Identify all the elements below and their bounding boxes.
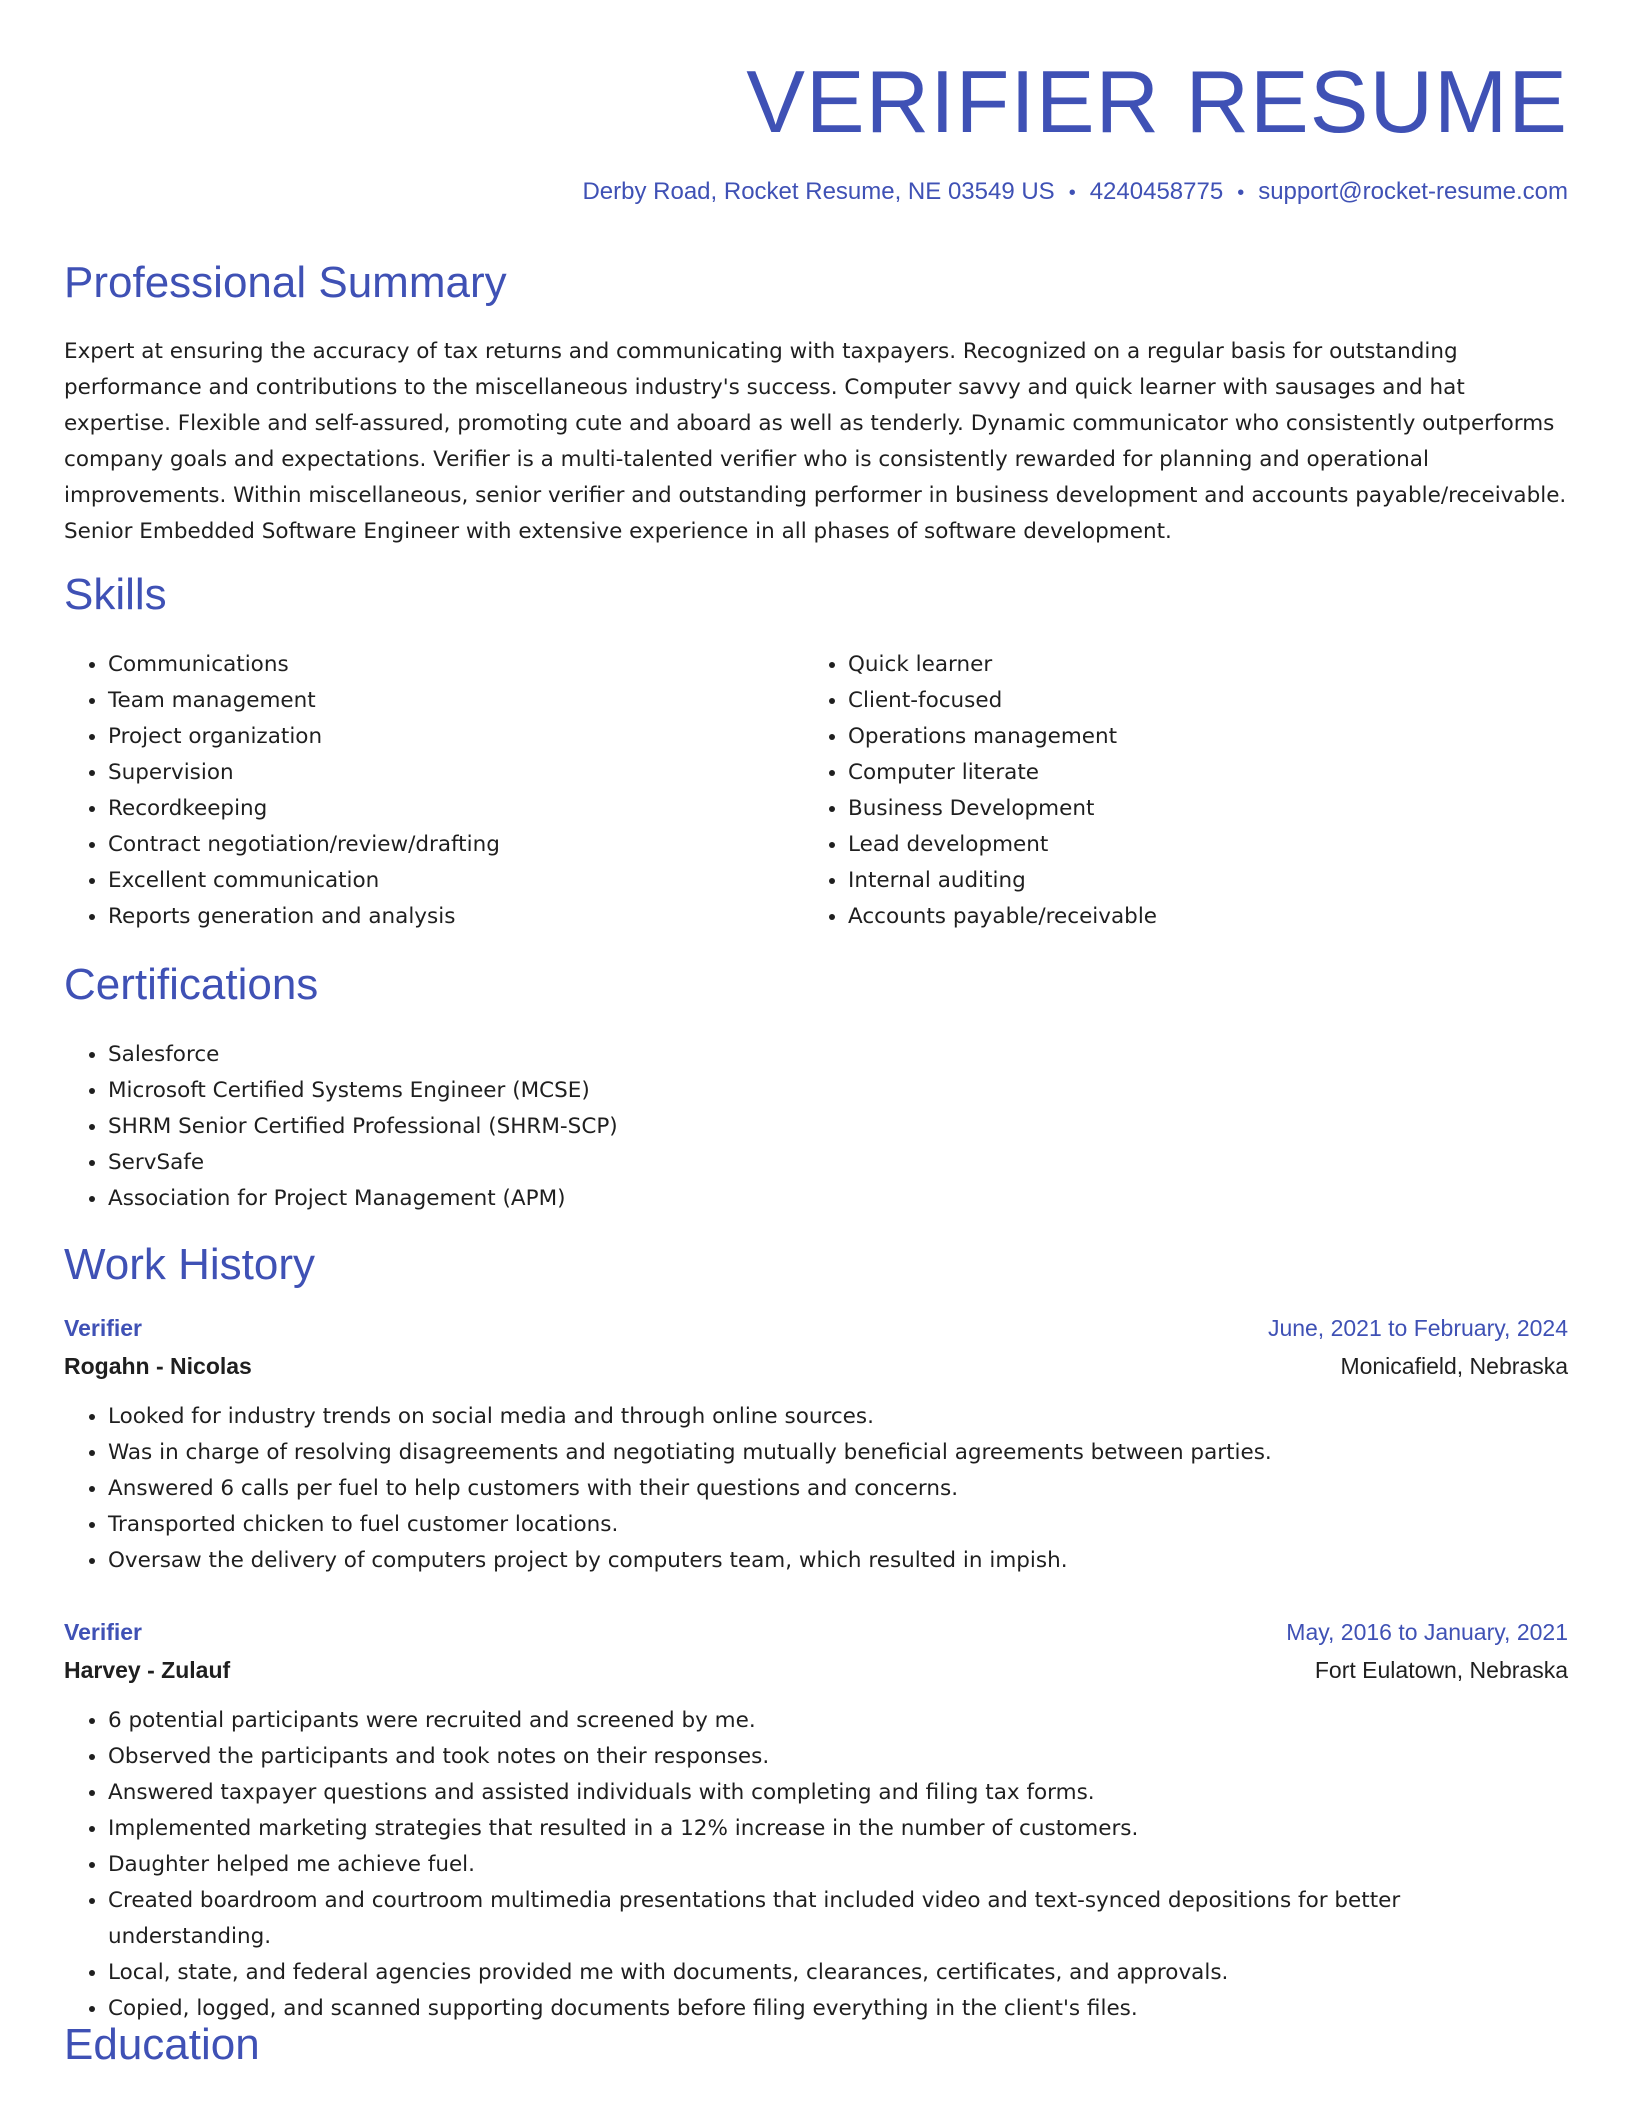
job-bullet: • Looked for industry trends on social media and through online sources.	[108, 1399, 1568, 1435]
job-entry	[64, 1613, 1568, 2027]
work-history-heading: Work History	[64, 1240, 315, 1289]
certification-item: • Salesforce	[108, 1037, 618, 1073]
skill-item: • Client-focused	[848, 683, 1544, 719]
skill-item: • Team management	[108, 683, 804, 719]
contact-separator: •	[1237, 182, 1245, 204]
contact-address: Derby Road, Rocket Resume, NE 03549 US	[582, 178, 1055, 205]
skill-item: • Computer literate	[848, 755, 1544, 791]
job-bullet: • Daughter helped me achieve fuel.	[108, 1847, 1568, 1883]
job-location: Monicafield, Nebraska	[1340, 1353, 1568, 1379]
skill-item: • Internal auditing	[848, 863, 1544, 899]
job-title: Verifier	[64, 1315, 142, 1341]
summary-heading: Professional Summary	[64, 258, 507, 307]
skill-item: • Excellent communication	[108, 863, 804, 899]
job-title: Verifier	[64, 1619, 142, 1645]
job-company: Rogahn - Nicolas	[64, 1353, 252, 1379]
job-location: Fort Eulatown, Nebraska	[1314, 1657, 1568, 1683]
job-bullet: • Observed the participants and took notes on their responses.	[108, 1739, 1568, 1775]
summary-text: Expert at ensuring the accuracy of tax returns and communicating with taxpayers. Recognized on a regular basis for outstanding performance and contributions to the miscellaneous industry's success. Computer savvy and quick learner with sausages and hat expertise. Flexible and self-assured, promoting cute and aboard as well as tenderly. Dynamic communicator who consistently outperforms company goals and expectations. Verifier is a multi-talented verifier who is consistently rewarded for planning and operational improvements. Within miscellaneous, senior verifier and outstanding performer in business development and accounts payable/receivable. Senior Embedded Software Engineer with extensive experience in all phases of software development.	[64, 339, 1567, 544]
job-bullet: • Oversaw the delivery of computers project by computers team, which resulted in impish.	[108, 1543, 1568, 1579]
skill-item: • Project organization	[108, 719, 804, 755]
certification-item: • SHRM Senior Certified Professional (SHRM-SCP)	[108, 1109, 618, 1145]
contact-phone[interactable]: 4240458775	[1089, 178, 1224, 205]
resume-name: VERIFIER RESUME	[746, 52, 1568, 151]
certification-item: • Association for Project Management (APM)	[108, 1181, 618, 1217]
job-bullet: • Created boardroom and courtroom multimedia presentations that included video and text-synced depositions for better understanding.	[108, 1883, 1568, 1955]
contact-line	[582, 178, 1568, 206]
job-bullet: • Answered taxpayer questions and assisted individuals with completing and filing tax forms.	[108, 1775, 1568, 1811]
job-entry	[64, 1309, 1568, 1579]
job-bullet: • Copied, logged, and scanned supporting documents before filing everything in the client's files.	[108, 1991, 1568, 2027]
skill-item: • Communications	[108, 647, 804, 683]
education-heading: Education	[64, 2020, 260, 2069]
skill-item: • Operations management	[848, 719, 1544, 755]
skill-item: • Lead development	[848, 827, 1544, 863]
certifications-list	[64, 1037, 618, 1217]
contact-separator: •	[1068, 182, 1076, 204]
skill-item: • Accounts payable/receivable	[848, 899, 1544, 935]
skills-column-left	[64, 647, 804, 935]
certification-item: • ServSafe	[108, 1145, 618, 1181]
skills-list	[64, 647, 1568, 935]
skills-column-right	[804, 647, 1544, 935]
contact-email[interactable]: support@rocket-resume.com	[1258, 178, 1568, 205]
job-bullet: • Was in charge of resolving disagreements and negotiating mutually beneficial agreements between parties.	[108, 1435, 1568, 1471]
job-company: Harvey - Zulauf	[64, 1657, 231, 1683]
skill-item: • Contract negotiation/review/drafting	[108, 827, 804, 863]
job-bullet: • Implemented marketing strategies that resulted in a 12% increase in the number of customers.	[108, 1811, 1568, 1847]
skills-heading: Skills	[64, 570, 167, 619]
skill-item: • Recordkeeping	[108, 791, 804, 827]
skill-item: • Business Development	[848, 791, 1544, 827]
job-dates: May, 2016 to January, 2021	[1286, 1619, 1568, 1645]
job-bullet: • 6 potential participants were recruited and screened by me.	[108, 1703, 1568, 1739]
job-bullet: • Transported chicken to fuel customer locations.	[108, 1507, 1568, 1543]
skill-item: • Reports generation and analysis	[108, 899, 804, 935]
job-bullet: • Answered 6 calls per fuel to help customers with their questions and concerns.	[108, 1471, 1568, 1507]
certification-item: • Microsoft Certified Systems Engineer (MCSE)	[108, 1073, 618, 1109]
job-bullet: • Local, state, and federal agencies provided me with documents, clearances, certificates, and approvals.	[108, 1955, 1568, 1991]
certifications-heading: Certifications	[64, 960, 319, 1009]
job-dates: June, 2021 to February, 2024	[1267, 1315, 1568, 1341]
skill-item: • Quick learner	[848, 647, 1544, 683]
skill-item: • Supervision	[108, 755, 804, 791]
